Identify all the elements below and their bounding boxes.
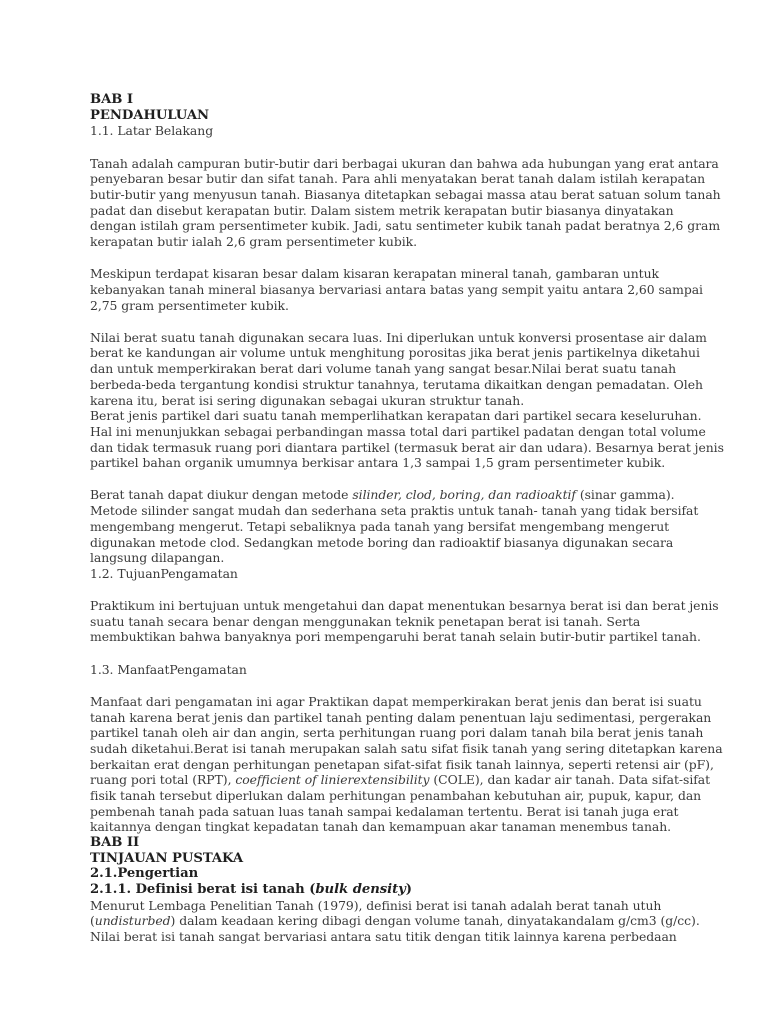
text-line: dan tidak termasuk ruang pori diantara partikel (termasuk berat air dan udara). Besarnya berat jenis (90, 439, 724, 455)
paragraph-latar-belakang-1 (90, 155, 721, 250)
text-line: padat dan disebut kerapatan butir. Dalam sistem metrik kerapatan butir biasanya dinyatakan (90, 202, 674, 218)
text-line: Menurut Lembaga Penelitian Tanah (1979), definisi berat isi tanah adalah berat tanah utuh (90, 897, 662, 913)
paragraph-latar-belakang-2 (90, 266, 703, 313)
text-line: Hal ini menunjukkan sebagai perbandingan massa total dari partikel padatan dengan total volume (90, 423, 706, 439)
text-line (90, 913, 700, 929)
text-line: kerapatan butir ialah 2,6 gram persentimeter kubik. (90, 234, 418, 249)
text-line: membuktikan bahwa banyaknya pori mempengaruhi berat tanah selain butir-butir partikel tanah. (90, 629, 701, 645)
text-line: berkaitan erat dengan perhitungan penetapan sifat-sifat fisik tanah lainnya, seperti retensi air (pF), (90, 756, 714, 772)
text-line: suatu tanah secara benar dengan menggunakan teknik penetapan berat isi tanah. Serta (90, 613, 641, 629)
paragraph-manfaat (90, 693, 723, 835)
text-line: berat ke kandungan air volume untuk menghitung porositas jika berat jenis partikelnya diketahui (90, 345, 700, 361)
chapter-1-subtitle: PENDAHULUAN (90, 107, 210, 123)
italic-methods: silinder, clod, boring, dan radioaktif (352, 487, 576, 503)
paragraph-latar-belakang-3 (90, 329, 724, 471)
chapter-1-title: BAB I (90, 92, 134, 107)
italic-cole-term: coefficient of linierextensibility (235, 772, 430, 788)
chapter-2-subtitle: TINJAUAN PUSTAKA (90, 850, 244, 866)
text-line: Metode silinder sangat mudah dan sederhana seta praktis untuk tanah- tanah yang tidak bersifat (90, 503, 699, 519)
italic-undisturbed: undisturbed (94, 913, 171, 929)
text-run: ( (90, 913, 95, 929)
text-line: digunakan metode clod. Sedangkan metode boring dan radioaktif biasanya digunakan secara (90, 534, 674, 550)
text-line: Praktikum ini bertujuan untuk mengetahui dan dapat menentukan besarnya berat isi dan berat jenis (90, 598, 719, 614)
italic-bulk-density: bulk density (315, 882, 406, 898)
text-line: dengan istilah gram persentimeter kubik. Jadi, satu sentimeter kubik tanah padat beratnya 2,6 gram (90, 218, 721, 234)
text-line (90, 487, 690, 503)
chapter-2-title: BAB II (90, 835, 140, 850)
text-run: Berat tanah dapat diukur dengan metode (90, 487, 353, 503)
text-line: kebanyakan tanah mineral biasanya bervariasi antara batas yang sempit yaitu antara 2,60 sampai (90, 281, 703, 297)
text-line: Manfaat dari pengamatan ini agar Praktikan dapat memperkirakan berat jenis dan berat isi suatu (90, 693, 702, 709)
section-1-1-heading: 1.1. Latar Belakang (90, 123, 214, 139)
text-run: ) (405, 882, 412, 898)
paragraph-tujuan (90, 598, 719, 645)
text-run: (COLE), dan kadar air tanah. Data sifat-sifat (429, 772, 711, 788)
text-line: pembenah tanah pada satuan luas tanah sampai kedalaman tertentu. Berat isi tanah juga erat (90, 803, 679, 819)
text-line: kaitannya dengan tingkat kepadatan tanah dan kemampuan akar tanaman menembus tanah. (90, 819, 672, 835)
section-1-2-heading: 1.2. TujuanPengamatan (90, 565, 238, 581)
text-line: karena itu, berat isi sering digunakan sebagai ukuran struktur tanah. (90, 392, 525, 408)
text-line: Nilai berat isi tanah sangat bervariasi antara satu titik dengan titik lainnya karena perbedaan (90, 929, 677, 945)
text-line: fisik tanah tersebut diperlukan dalam perhitungan penambahan kebutuhan air, pupuk, kapur, dan (90, 787, 702, 803)
text-run: 2.1.1. Definisi berat isi tanah ( (90, 882, 316, 898)
text-line: Meskipun terdapat kisaran besar dalam kisaran kerapatan mineral tanah, gambaran untuk (90, 266, 659, 282)
text-run: ruang pori total (RPT), (90, 772, 236, 788)
text-line: berbeda-beda tergantung kondisi struktur tanahnya, terutama dikaitkan dengan pemadatan. Oleh (90, 376, 703, 392)
text-line: Berat jenis partikel dari suatu tanah memperlihatkan kerapatan dari partikel secara keseluruhan. (90, 408, 702, 424)
text-line: langsung dilapangan. (90, 550, 225, 566)
document-page (90, 92, 724, 945)
text-line: butir-butir yang menyusun tanah. Biasanya ditetapkan sebagai massa atau berat satuan solum tanah (90, 186, 721, 202)
text-line (90, 772, 711, 788)
text-line: sudah diketahui.Berat isi tanah merupakan salah satu sifat fisik tanah yang sering ditetapkan karena (90, 740, 723, 756)
section-2-1-heading: 2.1.Pengertian (90, 866, 199, 882)
text-run: ) dalam keadaan kering dibagi dengan volume tanah, dinyatakandalam g/cm3 (g/cc). (170, 913, 700, 929)
text-line: partikel bahan organik umumnya berkisar antara 1,3 sampai 1,5 gram persentimeter kubik. (90, 455, 666, 471)
text-run: (sinar gamma). (575, 487, 675, 503)
text-line: penyebaran besar butir dan sifat tanah. Para ahli menyatakan berat tanah dalam istilah kerapatan (90, 171, 706, 187)
paragraph-latar-belakang-4 (90, 487, 699, 566)
paragraph-definisi-berat-isi (90, 897, 700, 945)
text-line: Tanah adalah campuran butir-butir dari berbagai ukuran dan bahwa ada hubungan yang erat antara (90, 155, 719, 171)
text-line: partikel tanah oleh air dan angin, serta perhitungan ruang pori dalam tanah bila berat jenis tanah (90, 725, 704, 741)
text-line: 2,75 gram persentimeter kubik. (90, 297, 289, 313)
section-1-3-heading: 1.3. ManfaatPengamatan (90, 661, 247, 677)
text-line: Nilai berat suatu tanah digunakan secara luas. Ini diperlukan untuk konversi prosentase air dalam (90, 329, 707, 345)
section-2-1-1-heading (90, 882, 690, 898)
text-line: mengembang mengerut. Tetapi sebaliknya pada tanah yang bersifat mengembang mengerut (90, 518, 670, 534)
text-line: dan untuk memperkirakan berat dari volume tanah yang sangat besar.Nilai berat suatu tanah (90, 361, 677, 377)
text-line: tanah karena berat jenis dan partikel tanah penting dalam penentuan laju sedimentasi, pergerakan (90, 709, 712, 725)
